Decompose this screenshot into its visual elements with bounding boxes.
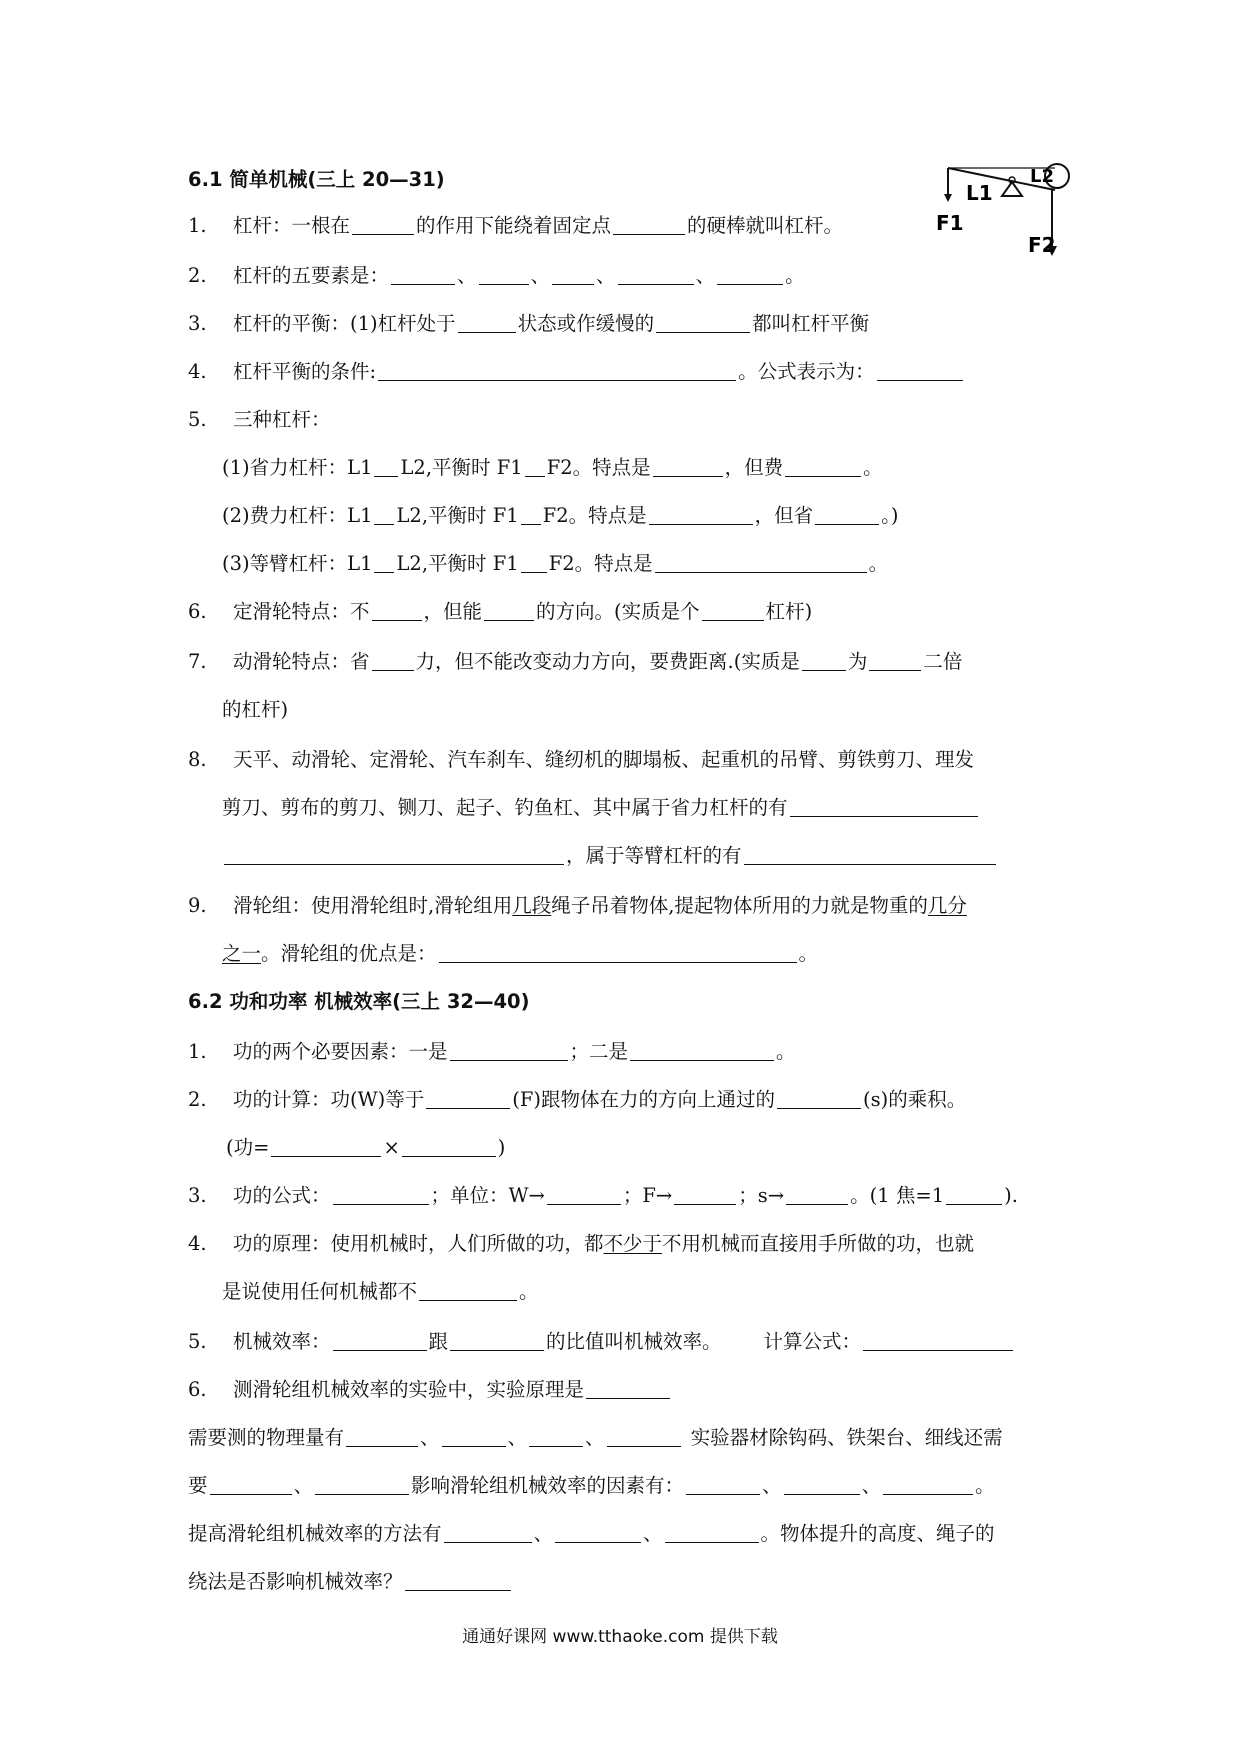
item-text: 需要测的物理量有 [188, 1426, 345, 1449]
label-l1: L1 [966, 181, 993, 205]
fill-blank[interactable] [315, 1474, 409, 1495]
item-number: 4. [188, 1232, 207, 1255]
fill-blank[interactable] [402, 1136, 496, 1157]
item-9-pulley-block [188, 892, 967, 920]
s2-item-6 [188, 1376, 672, 1404]
fill-blank[interactable] [419, 1280, 517, 1301]
item-text: 力，但不能改变动力方向，要费距离.(实质是 [415, 650, 800, 673]
label-l2: L2 [1030, 166, 1054, 187]
item-text: (2)费力杠杆：L1 [222, 504, 373, 527]
fill-blank[interactable] [271, 1136, 381, 1157]
footer-download-note: 通通好课网 www.tthaoke.com 提供下载 [462, 1627, 778, 1647]
fill-blank[interactable] [946, 1184, 1002, 1205]
item-text: 二倍 [923, 650, 963, 673]
item-text: L2,平衡时 F1 [400, 456, 523, 479]
item-text: 功的原理：使用机械时，人们所做的功，都 [233, 1232, 604, 1255]
item-text: 杠杆) [765, 600, 813, 623]
fill-blank[interactable] [426, 1088, 510, 1109]
item-text: 动滑轮特点：省 [233, 650, 370, 673]
s2-item-2 [188, 1086, 966, 1114]
item-text: (F)跟物体在力的方向上通过的 [512, 1088, 776, 1111]
fill-blank[interactable] [744, 844, 996, 865]
item-1 [188, 212, 843, 240]
fill-blank[interactable] [333, 1330, 427, 1351]
fill-blank[interactable] [653, 456, 723, 477]
item-text: 天平、动滑轮、定滑轮、汽车刹车、缝纫机的脚塌板、起重机的吊臂、剪铁剪刀、理发 [233, 748, 975, 771]
fill-blank[interactable] [374, 456, 398, 477]
fill-blank[interactable] [877, 360, 963, 381]
fill-blank[interactable] [458, 312, 516, 333]
item-text: ，但费 [724, 456, 784, 479]
item-text: 机械效率： [233, 1330, 331, 1353]
s2-item-2-formula [226, 1134, 505, 1162]
fill-blank[interactable] [785, 456, 861, 477]
item-text: 为 [847, 650, 868, 673]
separator: 、 [762, 1474, 782, 1497]
fill-blank[interactable] [863, 1330, 1013, 1351]
item-text: 的杠杆) [222, 698, 289, 721]
item-number: 3. [188, 312, 207, 335]
item-text: 滑轮组：使用滑轮组时,滑轮组用 [233, 894, 513, 917]
lever-type-2 [222, 502, 899, 530]
fill-blank[interactable] [815, 504, 879, 525]
item-8 [188, 746, 974, 774]
item-text: 绕法是否影响机械效率？ [188, 1570, 403, 1593]
item-number: 5. [188, 408, 207, 431]
item-text: L2,平衡时 F1 [396, 552, 519, 575]
fill-blank[interactable] [784, 1474, 860, 1495]
item-3 [188, 310, 869, 338]
item-text: ) [497, 1136, 506, 1159]
item-text: 。 [519, 1280, 539, 1303]
item-text: 。 [868, 552, 889, 575]
item-number: 5. [188, 1330, 207, 1353]
s2-item-6-line-4 [188, 1520, 995, 1548]
item-text: 功的两个必要因素：一是 [233, 1040, 448, 1063]
item-text: ；s→ [738, 1184, 785, 1207]
item-number: 2. [188, 1088, 207, 1111]
lever-type-3 [222, 550, 888, 578]
lever-type-1 [222, 454, 883, 482]
item-text: 。 [975, 1474, 995, 1497]
item-text: 。(1 焦=1 [850, 1184, 945, 1207]
fill-blank[interactable] [547, 1184, 621, 1205]
item-text: 定滑轮特点：不 [233, 600, 370, 623]
item-text: ，属于等臂杠杆的有 [566, 844, 742, 867]
separator: 、 [643, 1522, 663, 1545]
item-text: 。公式表示为： [738, 360, 875, 383]
item-text: 的硬棒就叫杠杆。 [687, 214, 844, 237]
fill-blank[interactable] [391, 264, 455, 285]
separator: 、 [530, 264, 551, 287]
item-number: 6. [188, 1378, 207, 1401]
item-text: ，但能 [423, 600, 483, 623]
f1-arrow [944, 194, 952, 202]
fill-blank[interactable] [405, 1570, 511, 1591]
fill-blank[interactable] [333, 1184, 429, 1205]
separator: 、 [420, 1426, 440, 1449]
item-text: 。滑轮组的优点是： [261, 942, 437, 965]
item-text: ). [1004, 1184, 1018, 1207]
fill-blank[interactable] [372, 650, 414, 671]
item-number: 7. [188, 650, 207, 673]
fill-blank[interactable] [665, 1522, 759, 1543]
separator: 、 [533, 1522, 554, 1545]
separator: 、 [293, 1474, 314, 1497]
item-5 [188, 406, 331, 434]
item-text: F2。特点是 [542, 504, 647, 527]
item-8-line-3 [222, 842, 998, 870]
fill-blank[interactable] [521, 552, 547, 573]
item-9-continued [222, 940, 818, 968]
fill-blank[interactable] [555, 1522, 641, 1543]
item-text: 实验器材除钩码、铁架台、细线还需 [690, 1426, 1003, 1449]
fill-blank[interactable] [210, 1474, 292, 1495]
item-text: 都叫杠杆平衡 [752, 312, 870, 335]
fill-blank[interactable] [869, 650, 921, 671]
fill-blank[interactable] [618, 264, 694, 285]
item-text: × [383, 1136, 400, 1159]
fill-blank[interactable] [444, 1522, 532, 1543]
item-text: 测滑轮组机械效率的实验中，实验原理是 [233, 1378, 585, 1401]
item-text: 是说使用任何机械都不 [222, 1280, 418, 1303]
item-4 [188, 358, 965, 386]
item-number: 3. [188, 1184, 207, 1207]
item-text: (3)等臂杠杆：L1 [222, 552, 373, 575]
item-number: 8. [188, 748, 207, 771]
fill-blank[interactable] [674, 1184, 736, 1205]
item-text: ；二是 [569, 1040, 629, 1063]
item-text: 不用机械而直接用手所做的功，也就 [662, 1232, 975, 1255]
fill-blank[interactable] [552, 264, 594, 285]
fill-blank[interactable] [450, 1330, 544, 1351]
item-text: 三种杠杆： [233, 408, 331, 431]
fill-blank[interactable] [450, 1040, 568, 1061]
fill-blank[interactable] [702, 600, 764, 621]
underlined-text: 不少于 [603, 1232, 663, 1255]
label-f1: F1 [936, 211, 964, 235]
item-text: 杠杆的平衡：(1)杠杆处于 [233, 312, 456, 335]
item-number: 1. [188, 214, 207, 237]
item-text: 。) [881, 504, 899, 527]
item-number: 2. [188, 264, 207, 287]
fill-blank[interactable] [374, 552, 394, 573]
fill-blank[interactable] [655, 552, 867, 573]
item-text: 杠杆的五要素是： [233, 264, 390, 287]
item-text: 。 [798, 942, 819, 965]
item-text: 要 [188, 1474, 208, 1497]
s2-item-3 [188, 1182, 1018, 1210]
fill-blank[interactable] [374, 504, 394, 525]
item-text: 。 [776, 1040, 796, 1063]
s2-item-1 [188, 1038, 796, 1066]
separator: 、 [457, 264, 477, 287]
fill-blank[interactable] [786, 1184, 848, 1205]
fill-blank[interactable] [717, 264, 783, 285]
s2-item-6-line-3 [188, 1472, 995, 1500]
separator: 、 [861, 1474, 882, 1497]
item-text: 功的计算：功(W)等于 [233, 1088, 425, 1111]
fill-blank[interactable] [224, 844, 564, 865]
item-7-continued [222, 696, 288, 724]
underlined-text: 几段 [512, 894, 552, 917]
fill-blank[interactable] [686, 1474, 760, 1495]
s2-item-5 [188, 1328, 1015, 1356]
fill-blank[interactable] [529, 1426, 583, 1447]
fill-blank[interactable] [630, 1040, 774, 1061]
separator: 、 [596, 264, 616, 287]
s2-item-6-line-5 [188, 1568, 513, 1596]
label-f2: F2 [1028, 233, 1056, 257]
separator: 、 [585, 1426, 605, 1449]
fill-blank[interactable] [777, 1088, 861, 1109]
item-text: 。物体提升的高度、绳子的 [760, 1522, 995, 1545]
item-number: 4. [188, 360, 207, 383]
item-text: 的方向。(实质是个 [536, 600, 700, 623]
item-text: 。 [785, 264, 805, 287]
item-text: 功的公式： [233, 1184, 331, 1207]
item-number: 9. [188, 894, 207, 917]
item-text: ；单位：W→ [430, 1184, 545, 1207]
item-text: 跟 [428, 1330, 449, 1353]
item-text: 剪刀、剪布的剪刀、铡刀、起子、钓鱼杠、其中属于省力杠杆的有 [222, 796, 788, 819]
item-text: 的作用下能绕着固定点 [416, 214, 612, 237]
item-6-fixed-pulley [188, 598, 812, 626]
separator: 、 [507, 1426, 528, 1449]
fill-blank[interactable] [439, 942, 797, 963]
underlined-text: 几分 [927, 894, 967, 917]
item-text: F2。特点是 [548, 552, 653, 575]
item-text: ，但省 [754, 504, 814, 527]
fill-blank[interactable] [656, 312, 750, 333]
fill-blank[interactable] [586, 1378, 670, 1399]
item-number: 6. [188, 600, 207, 623]
fill-blank[interactable] [525, 456, 545, 477]
fill-blank[interactable] [790, 796, 978, 817]
item-number: 1. [188, 1040, 207, 1063]
item-8-line-2 [222, 794, 980, 822]
fulcrum-triangle [1002, 182, 1022, 196]
item-text: L2,平衡时 F1 [396, 504, 519, 527]
underlined-text: 之一 [222, 942, 262, 965]
fill-blank[interactable] [352, 214, 414, 235]
fill-blank[interactable] [649, 504, 753, 525]
section-heading-work-power: 6.2 功和功率 机械效率(三上 32—40) [188, 990, 530, 1013]
fill-blank[interactable] [521, 504, 541, 525]
s2-item-6-line-2 [188, 1424, 1003, 1452]
item-text: 。 [863, 456, 883, 479]
item-text: ；F→ [622, 1184, 673, 1207]
item-text: (s)的乘积。 [863, 1088, 967, 1111]
item-text: 杠杆平衡的条件: [233, 360, 377, 383]
separator: 、 [695, 264, 716, 287]
item-text: F2。特点是 [546, 456, 651, 479]
item-2 [188, 262, 805, 290]
item-text: 状态或作缓慢的 [517, 312, 655, 335]
item-text: 计算公式： [763, 1330, 862, 1353]
fill-blank[interactable] [883, 1474, 973, 1495]
item-7-movable-pulley [188, 648, 962, 676]
lever-diagram [930, 160, 1070, 260]
fill-blank[interactable] [372, 600, 422, 621]
section-heading-simple-machines: 6.1 简单机械(三上 20—31) [188, 168, 445, 191]
fill-blank[interactable] [613, 214, 685, 235]
fill-blank[interactable] [378, 360, 736, 381]
item-text: 绳子吊着物体,提起物体所用的力就是物重的 [551, 894, 928, 917]
fill-blank[interactable] [479, 264, 529, 285]
fill-blank[interactable] [346, 1426, 418, 1447]
s2-item-4-continued [222, 1278, 539, 1306]
item-text: (功= [226, 1136, 270, 1159]
fill-blank[interactable] [607, 1426, 681, 1447]
item-text: (1)省力杠杆：L1 [222, 456, 373, 479]
item-text: 提高滑轮组机械效率的方法有 [188, 1522, 442, 1545]
fill-blank[interactable] [802, 650, 846, 671]
fill-blank[interactable] [442, 1426, 506, 1447]
fill-blank[interactable] [484, 600, 534, 621]
item-text: 影响滑轮组机械效率的因素有： [411, 1474, 685, 1497]
item-text: 杠杆：一根在 [233, 214, 351, 237]
s2-item-4 [188, 1230, 974, 1258]
item-text: 的比值叫机械效率。 [546, 1330, 722, 1353]
